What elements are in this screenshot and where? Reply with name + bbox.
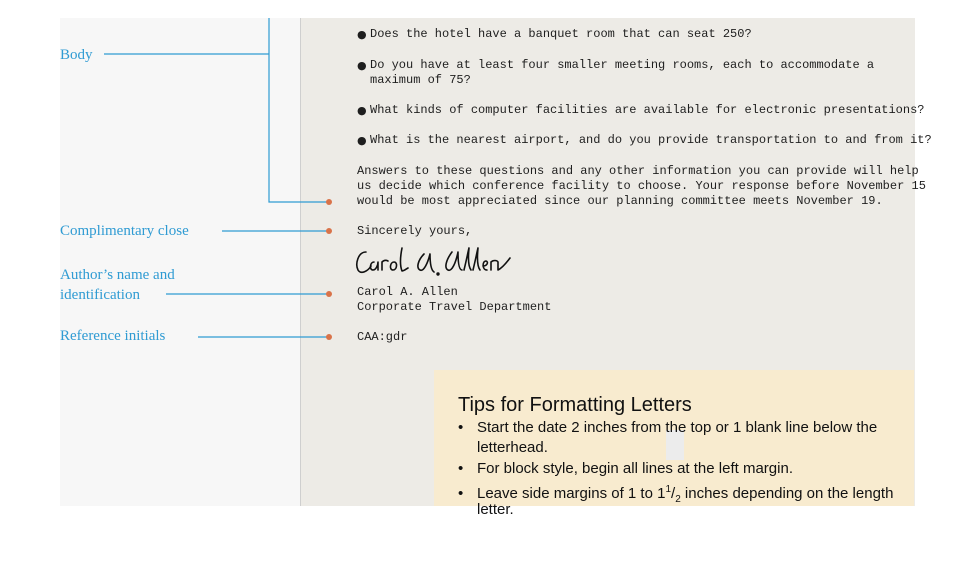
reference-initials-label: Reference initials <box>60 328 166 344</box>
bullet-icon: • <box>458 419 464 436</box>
tip-3-before: Leave side margins of 1 to 1 <box>477 485 666 502</box>
tip-3-after: inches depending on the length <box>680 485 894 502</box>
tips-box <box>434 370 914 518</box>
body-label: Body <box>60 47 93 63</box>
question-2-line2: maximum of 75? <box>370 73 471 87</box>
author-label-line2: identification <box>60 287 140 303</box>
bullet-icon: • <box>458 485 464 502</box>
bullet-icon: ● <box>357 134 367 147</box>
reference-pointer-dot <box>326 334 332 340</box>
bullet-icon: ● <box>357 104 367 117</box>
author-label-line1: Author’s name and <box>60 267 175 283</box>
author-name: Carol A. Allen <box>357 285 458 299</box>
body-pointer-dot <box>326 199 332 205</box>
question-2-line1: Do you have at least four smaller meeting rooms, each to accommodate a <box>370 58 875 72</box>
fraction-one-half: $^1/_2$ <box>665 484 681 505</box>
bullet-icon: • <box>458 460 464 477</box>
tips-title: Tips for Formatting Letters <box>458 394 692 416</box>
tip-3 <box>458 480 893 510</box>
closing-paragraph-line2: us decide which conference facility to choose. Your response before November 15 <box>357 179 926 193</box>
tip-2 <box>458 459 793 479</box>
bullet-icon: ● <box>357 59 367 72</box>
complimentary-close-label: Complimentary close <box>60 223 189 239</box>
closing-paragraph-line3: would be most appreciated since our planning committee meets November 19. <box>357 194 883 208</box>
reference-initials: CAA:gdr <box>357 330 408 344</box>
tip-1-line2: letterhead. <box>477 439 548 456</box>
complimentary-close: Sincerely yours, <box>357 224 473 238</box>
tip-1-line1: Start the date 2 inches from the top or 1 blank line below the <box>477 419 878 436</box>
handwritten-signature <box>352 244 522 280</box>
author-title: Corporate Travel Department <box>357 300 552 314</box>
close-pointer-dot <box>326 228 332 234</box>
tip-2-text: For block style, begin all lines at the left margin. <box>477 460 793 477</box>
tip-3-line2: letter. <box>477 501 514 518</box>
question-3: What kinds of computer facilities are available for electronic presentations? <box>370 103 925 117</box>
tip-1 <box>458 418 877 438</box>
closing-paragraph-line1: Answers to these questions and any other information you can provide will help <box>357 164 919 178</box>
author-pointer-dot <box>326 291 332 297</box>
question-1: Does the hotel have a banquet room that can seat 250? <box>370 27 752 41</box>
body-connector-line <box>104 18 328 202</box>
question-4: What is the nearest airport, and do you provide transportation to and from it? <box>370 133 932 147</box>
bullet-icon: ● <box>357 28 367 41</box>
